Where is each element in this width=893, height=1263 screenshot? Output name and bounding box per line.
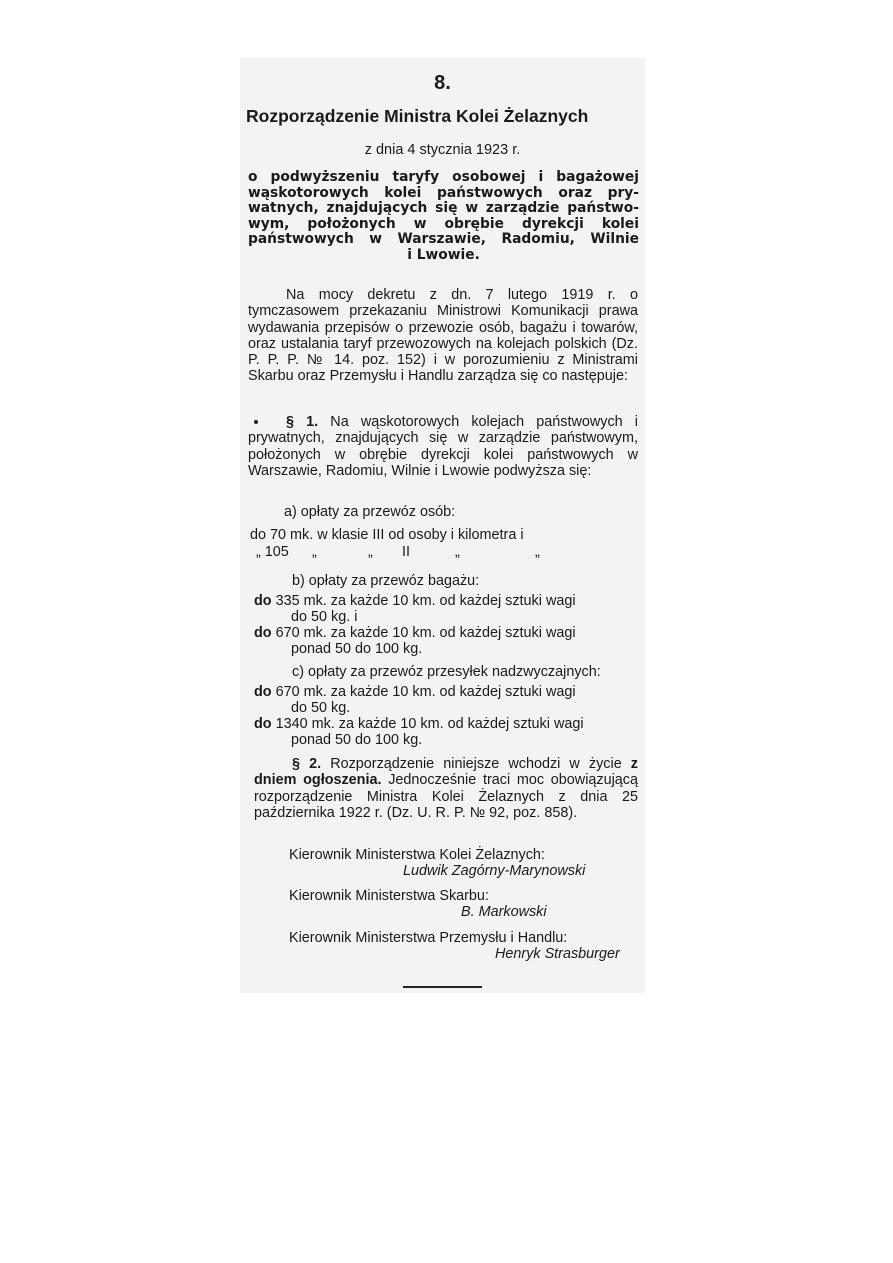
document-page (240, 58, 645, 993)
subsection-a-heading: a) opłaty za przewóz osób: (284, 504, 456, 520)
item-line: 670 mk. za każde 10 km. od każdej sztuki wagi (271, 684, 576, 700)
section-2-bold-phrase: z dniem ogłoszenia. (254, 756, 638, 789)
item-lead: do (254, 593, 272, 609)
subject-line: i Lwowie. (407, 246, 480, 263)
ditto-mark: „ (535, 544, 540, 560)
ditto-mark: „ (455, 544, 460, 560)
section-1-text: Na wąskotorowych kolejach państwowych i prywatnych, znajdujących się w zarządzie państwowym, położonych w obrębie dyrekcji kolei państwowych w Warszawie, Radomiu, Wilnie i Lwowie podwyższa się: (248, 414, 638, 479)
item-lead: do (254, 684, 272, 700)
rate-line-class-3: do 70 mk. w klasie III od osoby i kilometra i (250, 527, 524, 543)
express-rate-item (254, 716, 638, 749)
subject-line: watnych, znajdujących się w zarządzie państwo- (248, 200, 639, 217)
signature-name: B. Markowski (461, 904, 547, 920)
item-lead: do (254, 716, 272, 732)
baggage-rate-item (254, 625, 638, 658)
section-2-paragraph (254, 756, 638, 821)
document-number: 8. (434, 72, 451, 94)
baggage-rate-item (254, 593, 638, 626)
rate-class: II (402, 544, 410, 560)
subject-line: wym, położonych w obrębie dyrekcji kolei (248, 215, 639, 232)
subsection-b-heading: b) opłaty za przewóz bagażu: (292, 573, 480, 589)
preamble-paragraph: Na mocy dekretu z dn. 7 lutego 1919 r. o tymczasowem przekazaniu Ministrowi Komunikacji prawa wydawania przepisów o przewozie osób, bagażu i towarów, oraz ustalania taryf przewozowych na kolejach polskich (Dz. P. P. P. № 14. poz. 152) i w porozumieniu z Ministrami Skarbu oraz Przemysłu i Handlu zarządza się co następuje: (248, 287, 638, 385)
ditto-mark: „ (312, 544, 317, 560)
section-1-mark: § 1. (286, 414, 319, 430)
item-line: 670 mk. za każde 10 km. od każdej sztuki wagi (271, 625, 576, 641)
signature-label: Kierownik Ministerstwa Skarbu: (289, 888, 489, 904)
signature-label: Kierownik Ministerstwa Przemysłu i Handlu: (289, 930, 568, 946)
document-subject (248, 170, 639, 264)
item-continuation: do 50 kg. i (291, 609, 358, 626)
express-rate-item (254, 684, 638, 717)
subject-line: wąskotorowych kolei państwowych oraz pry- (248, 184, 639, 201)
item-line: 1340 mk. za każde 10 km. od każdej sztuki wagi (271, 716, 584, 732)
subsection-c-heading: c) opłaty za przewóz przesyłek nadzwyczajnych: (292, 664, 601, 680)
section-2-mark: § 2. (292, 756, 322, 772)
subject-line: państwowych w Warszawie, Radomiu, Wilnie (248, 231, 639, 248)
item-continuation: do 50 kg. (291, 700, 351, 717)
signature-name: Ludwik Zagórny-Marynowski (403, 863, 586, 879)
signature-label: Kierownik Ministerstwa Kolei Żelaznych: (289, 847, 545, 863)
item-continuation: ponad 50 do 100 kg. (291, 641, 423, 658)
section-1-paragraph (248, 414, 638, 479)
item-continuation: ponad 50 do 100 kg. (291, 732, 423, 749)
item-line: 335 mk. za każde 10 km. od każdej sztuki wagi (271, 593, 576, 609)
ditto-mark: „ (368, 544, 373, 560)
section-2-text: Rozporządzenie niniejsze wchodzi w życie (330, 756, 631, 772)
rate-prefix: „ 105 (256, 544, 289, 560)
section-2-text: Jednocześnie traci moc obowiązującą rozporządzenie Ministra Kolei Żelaznych z dnia 25 października 1922 r. (Dz. U. R. P. № 92, poz. 858). (254, 772, 638, 821)
document-title: Rozporządzenie Ministra Kolei Żelaznych (246, 106, 589, 126)
item-lead: do (254, 625, 272, 641)
closing-rule (403, 986, 482, 988)
subject-line: o podwyższeniu taryfy osobowej i bagażowej (248, 169, 639, 185)
document-date: z dnia 4 stycznia 1923 r. (364, 142, 521, 158)
signature-name: Henryk Strasburger (495, 946, 620, 962)
